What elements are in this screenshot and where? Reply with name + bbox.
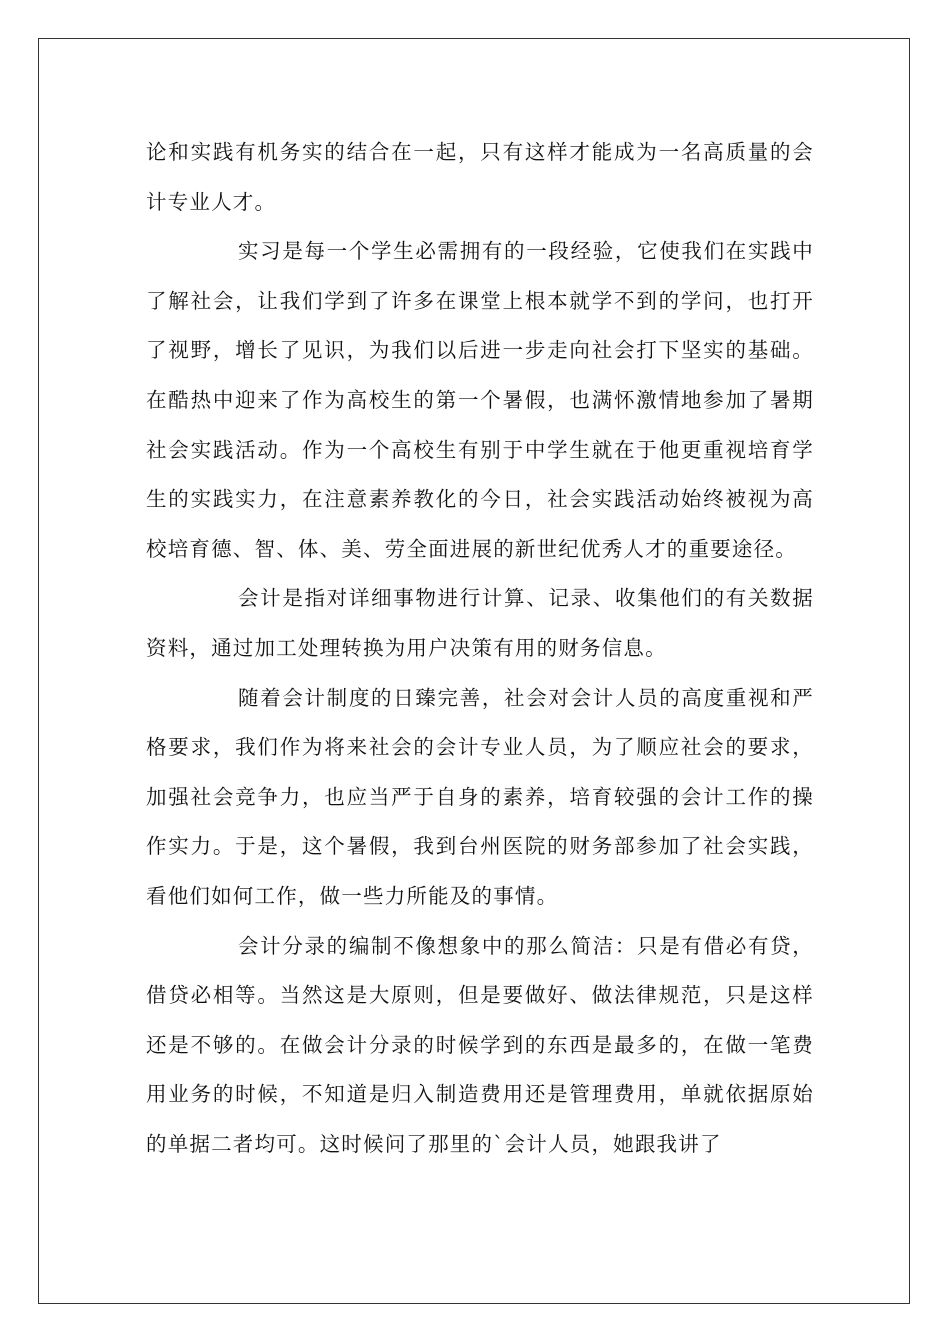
paragraph-5: 会计分录的编制不像想象中的那么简洁：只是有借必有贷，借贷必相等。当然这是大原则，但是要做好、做法律规范，只是这样还是不够的。在做会计分录的时候学到的东西是最多的，在做一笔费用业务的时候，不知道是归入制造费用还是管理费用，单就依据原始的单据二者均可。这时候问了那里的`会计人员，她跟我讲了 (146, 933, 814, 1156)
paragraph-3: 会计是指对详细事物进行计算、记录、收集他们的有关数据资料，通过加工处理转换为用户决策有用的财务信息。 (146, 586, 814, 660)
paragraph-4: 随着会计制度的日臻完善，社会对会计人员的高度重视和严格要求，我们作为将来社会的会计专业人员，为了顺应社会的要求，加强社会竞争力，也应当严于自身的素养，培育较强的会计工作的操作实力。于是，这个暑假，我到台州医院的财务部参加了社会实践，看他们如何工作，做一些力所能及的事情。 (146, 685, 814, 908)
paragraph-2: 实习是每一个学生必需拥有的一段经验，它使我们在实践中了解社会，让我们学到了许多在课堂上根本就学不到的学问，也打开了视野，增长了见识，为我们以后进一步走向社会打下坚实的基础。在酷热中迎来了作为高校生的第一个暑假，也满怀激情地参加了暑期社会实践活动。作为一个高校生有别于中学生就在于他更重视培育学生的实践实力，在注意素养教化的今日，社会实践活动始终被视为高校培育德、智、体、美、劳全面进展的新世纪优秀人才的重要途径。 (146, 239, 814, 561)
paragraph-1: 论和实践有机务实的结合在一起，只有这样才能成为一名高质量的会计专业人才。 (146, 140, 814, 214)
document-body (146, 128, 814, 1169)
